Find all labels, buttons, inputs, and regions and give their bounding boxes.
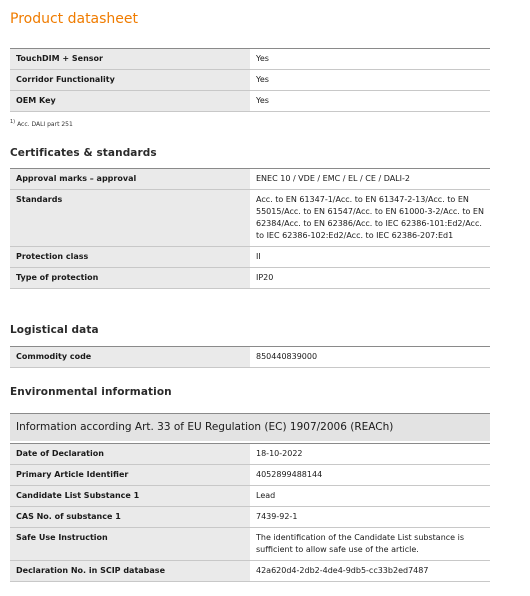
row-label: Commodity code — [10, 347, 250, 368]
row-label: OEM Key — [10, 91, 250, 112]
row-label: Protection class — [10, 247, 250, 268]
table-row — [10, 49, 490, 70]
row-value: 18-10-2022 — [250, 444, 490, 465]
table-row — [10, 268, 490, 289]
table-row — [10, 528, 490, 561]
table-row — [10, 70, 490, 91]
table-row — [10, 486, 490, 507]
row-value: The identification of the Candidate List substance is sufficient to allow safe use of the article. — [250, 528, 490, 561]
row-value: 850440839000 — [250, 347, 490, 368]
table-row — [10, 507, 490, 528]
row-value: Acc. to EN 61347-1/Acc. to EN 61347-2-13/Acc. to EN 55015/Acc. to EN 61547/Acc. to EN 61000-3-2/Acc. to EN 62384/Acc. to EN 62386/Acc. to IEC 62386-101:Ed2/Acc. to IEC 62386-102:Ed2/Acc. to IEC 62386-207:Ed1 — [250, 190, 490, 247]
table-row — [10, 465, 490, 486]
footnote-text: Acc. DALI part 251 — [17, 121, 73, 128]
row-label: Primary Article Identifier — [10, 465, 250, 486]
page-title: Product datasheet — [10, 11, 139, 27]
row-label: CAS No. of substance 1 — [10, 507, 250, 528]
section-heading-certificates: Certificates & standards — [10, 147, 157, 159]
row-label: Corridor Functionality — [10, 70, 250, 91]
row-value: 7439-92-1 — [250, 507, 490, 528]
reach-title: Information according Art. 33 of EU Regulation (EC) 1907/2006 (REACh) — [10, 413, 490, 441]
table-row — [10, 169, 490, 190]
row-value: 4052899488144 — [250, 465, 490, 486]
logistical-table — [10, 346, 490, 368]
footnote — [10, 118, 73, 129]
row-value: Lead — [250, 486, 490, 507]
row-label: Date of Declaration — [10, 444, 250, 465]
row-value: Yes — [250, 70, 490, 91]
row-label: Safe Use Instruction — [10, 528, 250, 561]
section-heading-environmental: Environmental information — [10, 386, 172, 398]
row-label: Type of protection — [10, 268, 250, 289]
certificates-table — [10, 168, 490, 289]
row-value: ENEC 10 / VDE / EMC / EL / CE / DALI-2 — [250, 169, 490, 190]
environmental-table — [10, 443, 490, 582]
table-row — [10, 561, 490, 582]
row-value: Yes — [250, 91, 490, 112]
row-label: Declaration No. in SCIP database — [10, 561, 250, 582]
row-label: Standards — [10, 190, 250, 247]
row-label: TouchDIM + Sensor — [10, 49, 250, 70]
footnote-mark: 1) — [10, 119, 16, 125]
table-row — [10, 347, 490, 368]
row-value: II — [250, 247, 490, 268]
row-value: IP20 — [250, 268, 490, 289]
row-label: Candidate List Substance 1 — [10, 486, 250, 507]
row-value: Yes — [250, 49, 490, 70]
table-row — [10, 190, 490, 247]
table-row — [10, 91, 490, 112]
section-heading-logistical: Logistical data — [10, 324, 99, 336]
row-label: Approval marks – approval — [10, 169, 250, 190]
table-row — [10, 247, 490, 268]
table-row — [10, 444, 490, 465]
features-table — [10, 48, 490, 112]
row-value: 42a620d4-2db2-4de4-9db5-cc33b2ed7487 — [250, 561, 490, 582]
